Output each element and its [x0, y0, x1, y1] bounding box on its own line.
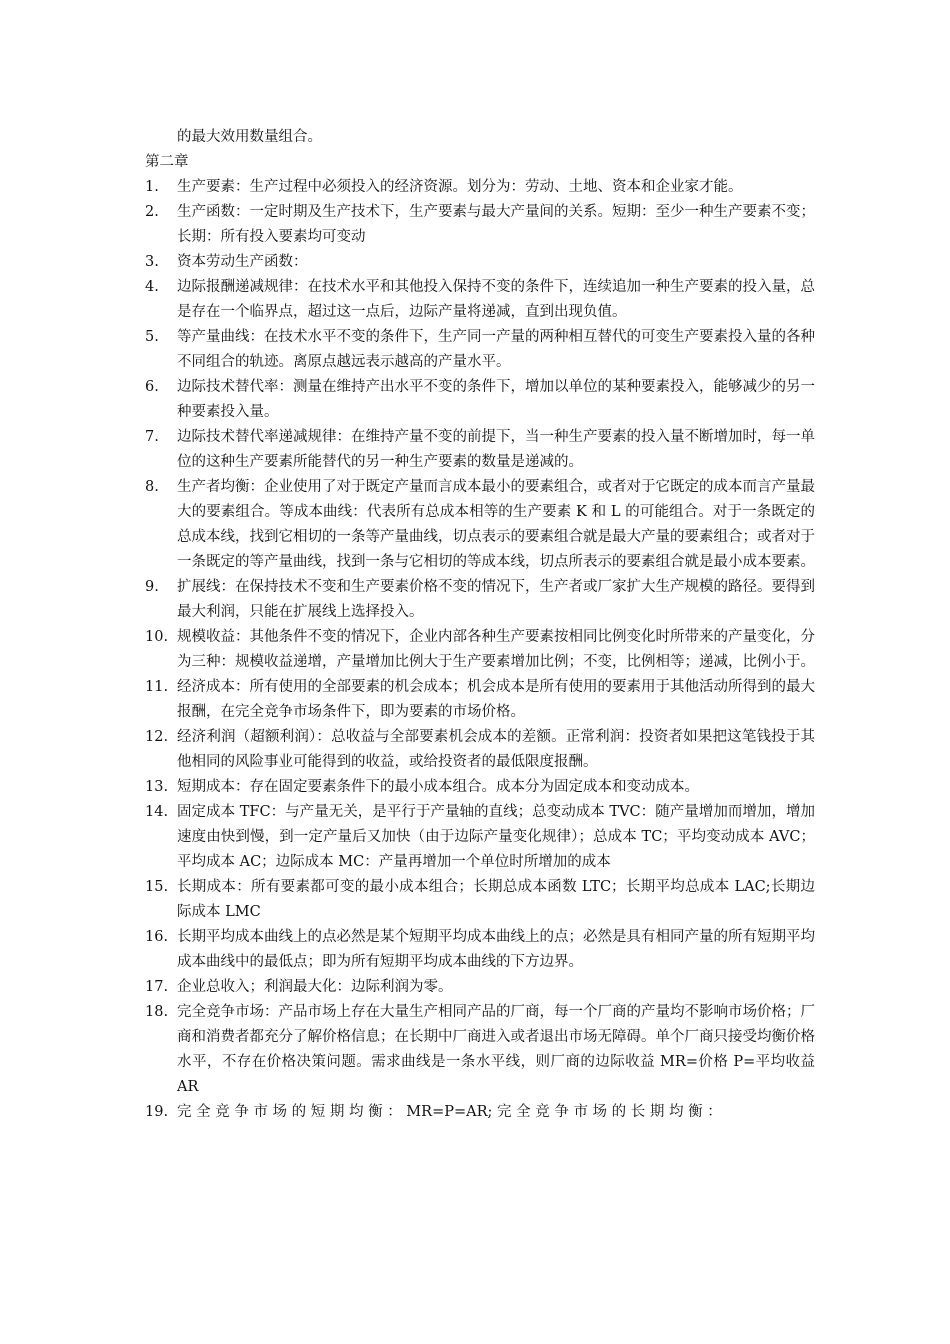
list-item-number: 5. — [145, 329, 159, 345]
list-item-number: 12. — [145, 729, 169, 745]
list-item-text: 长期平均成本曲线上的点必然是某个短期平均成本曲线上的点；必然是具有相同产量的所有短期平均成本曲线中的最低点；即为所有短期平均成本曲线的下方边界。 — [177, 929, 815, 970]
list-item-text: 经济利润（超额利润）：总收益与全部要素机会成本的差额。正常利润：投资者如果把这笔钱投于其他相同的风险事业可能得到的收益，或给投资者的最低限度报酬。 — [177, 729, 815, 770]
list-item-text: 经济成本：所有使用的全部要素的机会成本；机会成本是所有使用的要素用于其他活动所得到的最大报酬，在完全竞争市场条件下，即为要素的市场价格。 — [177, 679, 815, 720]
list-item — [145, 175, 815, 200]
list-item — [145, 675, 815, 725]
list-item-number: 7. — [145, 429, 159, 445]
list-item-number: 10. — [145, 629, 169, 645]
list-item — [145, 1100, 815, 1125]
list-item-text: 规模收益：其他条件不变的情况下，企业内部各种生产要素按相同比例变化时所带来的产量变化，分为三种：规模收益递增，产量增加比例大于生产要素增加比例；不变，比例相等；递减，比例小于。 — [177, 629, 815, 670]
list-item-number: 9. — [145, 579, 159, 595]
list-item-text: 边际报酬递减规律：在技术水平和其他投入保持不变的条件下，连续追加一种生产要素的投入量，总是存在一个临界点，超过这一点后，边际产量将递减，直到出现负值。 — [177, 279, 815, 320]
list-item-number: 17. — [145, 979, 169, 995]
list-item — [145, 1000, 815, 1100]
list-item-number: 18. — [145, 1004, 169, 1020]
list-item — [145, 425, 815, 475]
list-item-text: 完全竞争市场：产品市场上存在大量生产相同产品的厂商，每一个厂商的产量均不影响市场价格；厂商和消费者都充分了解价格信息；在长期中厂商进入或者退出市场无障碍。单个厂商只接受均衡价格水平，不存在价格决策问题。需求曲线是一条水平线，则厂商的边际收益 MR=价格 P=平均收益 AR — [177, 1004, 815, 1095]
list-item-text: 等产量曲线：在技术水平不变的条件下，生产同一产量的两种相互替代的可变生产要素投入量的各种不同组合的轨迹。离原点越远表示越高的产量水平。 — [177, 329, 815, 370]
list-item-number: 1. — [145, 179, 159, 195]
page-content — [145, 125, 815, 1125]
list-item-number: 15. — [145, 879, 169, 895]
continuation-line: 的最大效用数量组合。 — [177, 129, 322, 145]
list-item-text: 完 全 竞 争 市 场 的 短 期 均 衡 ： MR=P=AR; 完 全 竞 争 市 场 的 长 期 均 衡 ： — [177, 1104, 722, 1120]
list-item-number: 2. — [145, 204, 159, 220]
list-item-number: 14. — [145, 804, 169, 820]
list-item — [145, 325, 815, 375]
list-item — [145, 875, 815, 925]
list-item — [145, 575, 815, 625]
list-item-text: 长期成本：所有要素都可变的最小成本组合；长期总成本函数 LTC；长期平均总成本 LAC;长期边际成本 LMC — [177, 879, 815, 920]
list-item — [145, 625, 815, 675]
list-item — [145, 725, 815, 775]
list-item-text: 边际技术替代率递减规律：在维持产量不变的前提下，当一种生产要素的投入量不断增加时，每一单位的这种生产要素所能替代的另一种生产要素的数量是递减的。 — [177, 429, 815, 470]
list-item-text: 边际技术替代率：测量在维持产出水平不变的条件下，增加以单位的某种要素投入，能够减少的另一种要素投入量。 — [177, 379, 815, 420]
list-item — [145, 800, 815, 875]
list-item-number: 6. — [145, 379, 159, 395]
list-item — [145, 775, 815, 800]
list-item — [145, 975, 815, 1000]
list-item — [145, 475, 815, 575]
list-item-text: 生产者均衡：企业使用了对于既定产量而言成本最小的要素组合，或者对于它既定的成本而言产量最大的要素组合。等成本曲线：代表所有总成本相等的生产要素 K 和 L 的可能组合。对于一条既定的总成本线，找到它相切的一条等产量曲线，切点表示的要素组合就是最大产量的要素组合；或者对于一条既定的等产量曲线，找到一条与它相切的等成本线，切点所表示的要素组合就是最小成本要素。 — [177, 479, 815, 570]
list-item — [145, 250, 815, 275]
list-item-text: 短期成本：存在固定要素条件下的最小成本组合。成本分为固定成本和变动成本。 — [177, 779, 699, 795]
list-item — [145, 200, 815, 250]
list-item-number: 19. — [145, 1104, 169, 1120]
list-item — [145, 375, 815, 425]
list-item-number: 11. — [145, 679, 169, 695]
list-item-text: 扩展线：在保持技术不变和生产要素价格不变的情况下，生产者或厂家扩大生产规模的路径。要得到最大利润，只能在扩展线上选择投入。 — [177, 579, 815, 620]
list-item-text: 资本劳动生产函数： — [177, 254, 308, 270]
definition-list — [145, 175, 815, 1125]
list-item-number: 13. — [145, 779, 169, 795]
list-item-number: 4. — [145, 279, 159, 295]
list-item-text: 固定成本 TFC：与产量无关，是平行于产量轴的直线；总变动成本 TVC：随产量增加而增加，增加速度由快到慢，到一定产量后又加快（由于边际产量变化规律）；总成本 TC；平均变动成本 AVC；平均成本 AC；边际成本 MC：产量再增加一个单位时所增加的成本 — [177, 804, 815, 870]
list-item — [145, 925, 815, 975]
list-item-text: 生产函数：一定时期及生产技术下，生产要素与最大产量间的关系。短期：至少一种生产要素不变；长期：所有投入要素均可变动 — [177, 204, 815, 245]
list-item-text: 企业总收入；利润最大化：边际利润为零。 — [177, 979, 453, 995]
chapter-title: 第二章 — [145, 154, 189, 170]
list-item-text: 生产要素：生产过程中必须投入的经济资源。划分为：劳动、土地、资本和企业家才能。 — [177, 179, 743, 195]
list-item-number: 16. — [145, 929, 169, 945]
list-item-number: 8. — [145, 479, 159, 495]
list-item — [145, 275, 815, 325]
list-item-number: 3. — [145, 254, 159, 270]
